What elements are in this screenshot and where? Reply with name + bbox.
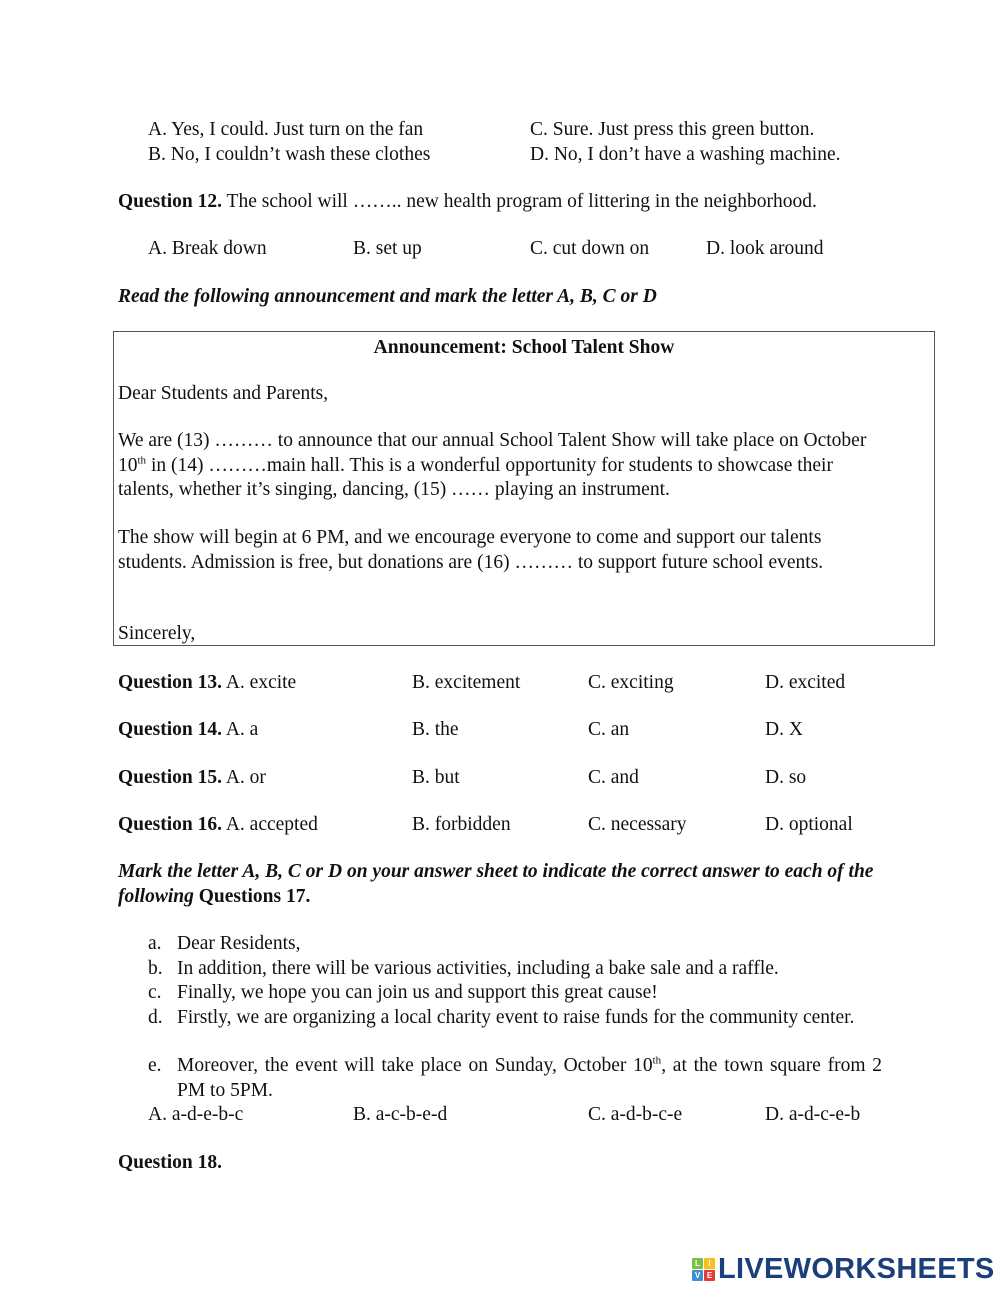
question-15 — [118, 766, 266, 790]
q16-option-c[interactable]: C. necessary — [588, 814, 687, 835]
logo-tile-v: V — [692, 1270, 703, 1281]
q11-option-d[interactable]: D. No, I don’t have a washing machine. — [530, 144, 841, 165]
q15-option-a[interactable]: A. or — [225, 767, 266, 788]
q13-option-d[interactable]: D. excited — [765, 672, 846, 693]
q11-option-c[interactable]: C. Sure. Just press this green button. — [530, 119, 815, 140]
question-14 — [118, 718, 258, 742]
q12-option-c[interactable]: C. cut down on — [530, 238, 650, 259]
q16-option-b[interactable]: B. forbidden — [412, 814, 511, 835]
paragraph-1-text-a: We are (13) ……… to announce that our annual School Talent Show will take place on October 10 — [118, 430, 867, 476]
question-12-text: The school will …….. new health program of littering in the neighborhood. — [222, 191, 817, 212]
question-14-label: Question 14. — [118, 719, 223, 740]
q14-option-a[interactable]: A. a — [225, 719, 259, 740]
question-16-label: Question 16. — [118, 814, 223, 835]
logo-tile-i: I — [704, 1258, 715, 1269]
question-13-label: Question 13. — [118, 672, 223, 693]
reading-instruction: Read the following announcement and mark the letter A, B, C or D — [118, 286, 657, 307]
question-15-label: Question 15. — [118, 767, 223, 788]
paragraph-1-text-b: in (14) ………main hall. This is a wonderful opportunity for students to showcase their talents, whether it’s singing, dancing, (15) …… playing an instrument. — [118, 454, 833, 500]
q17-instruction — [118, 860, 888, 909]
q13-option-c[interactable]: C. exciting — [588, 672, 674, 693]
q12-option-b[interactable]: B. set up — [353, 238, 422, 259]
q17-item-b-text: In addition, there will be various activities, including a bake sale and a raffle. — [177, 958, 779, 979]
announcement-paragraph-1 — [118, 429, 888, 503]
q17-item-e-text — [177, 1054, 882, 1103]
q17-item-d-letter: d. — [148, 1007, 163, 1028]
q12-option-d[interactable]: D. look around — [706, 238, 824, 259]
announcement-box — [113, 331, 935, 646]
superscript-th: th — [137, 454, 147, 466]
question-18-label: Question 18. — [118, 1152, 223, 1173]
q17-option-d[interactable]: D. a-d-c-e-b — [765, 1104, 861, 1125]
superscript-th: th — [652, 1054, 662, 1067]
announcement-title: Announcement: School Talent Show — [373, 337, 675, 358]
q14-option-c[interactable]: C. an — [588, 719, 630, 740]
announcement-closing: Sincerely, — [118, 623, 196, 644]
q17-item-a-text: Dear Residents, — [177, 933, 301, 954]
q17-option-b[interactable]: B. a-c-b-e-d — [353, 1104, 448, 1125]
announcement-greeting: Dear Students and Parents, — [118, 383, 329, 404]
logo-text: LIVEWORKSHEETS — [718, 1253, 995, 1285]
item-e-text-b: , at the town square from 2 PM to 5PM. — [177, 1055, 882, 1101]
q17-item-b-letter: b. — [148, 958, 163, 979]
q17-item-c-text: Finally, we hope you can join us and support this great cause! — [177, 982, 658, 1003]
q14-option-b[interactable]: B. the — [412, 719, 459, 740]
q17-option-a[interactable]: A. a-d-e-b-c — [148, 1104, 244, 1125]
question-13 — [118, 671, 296, 695]
q13-option-b[interactable]: B. excitement — [412, 672, 521, 693]
q11-option-b[interactable]: B. No, I couldn’t wash these clothes — [148, 144, 431, 165]
q15-option-d[interactable]: D. so — [765, 767, 807, 788]
q17-item-c-letter: c. — [148, 982, 162, 1003]
q17-option-c[interactable]: C. a-d-b-c-e — [588, 1104, 683, 1125]
logo-tiles-icon — [692, 1258, 715, 1281]
liveworksheets-logo[interactable] — [692, 1253, 995, 1285]
q15-option-c[interactable]: C. and — [588, 767, 639, 788]
item-e-text-a: Moreover, the event will take place on Sunday, October 10 — [177, 1055, 653, 1076]
q16-option-d[interactable]: D. optional — [765, 814, 853, 835]
announcement-paragraph-2: The show will begin at 6 PM, and we encourage everyone to come and support our talents students. Admission is free, but donations are (16) ……… to support future school events. — [118, 527, 824, 573]
q15-option-b[interactable]: B. but — [412, 767, 460, 788]
q11-option-a[interactable]: A. Yes, I could. Just turn on the fan — [148, 119, 424, 140]
question-12 — [118, 190, 817, 214]
q17-item-a-letter: a. — [148, 933, 162, 954]
question-12-label: Question 12. — [118, 191, 223, 212]
q12-option-a[interactable]: A. Break down — [148, 238, 267, 259]
q17-instruction-bold: Questions 17. — [193, 885, 311, 907]
q17-item-e-letter: e. — [148, 1055, 162, 1076]
logo-tile-e: E — [704, 1270, 715, 1281]
logo-tile-l: L — [692, 1258, 703, 1269]
q17-instruction-italic: Mark the letter A, B, C or D on your answer sheet to indicate the correct answer to each of the following — [118, 861, 874, 907]
q16-option-a[interactable]: A. accepted — [225, 814, 318, 835]
q17-item-d-text: Firstly, we are organizing a local charity event to raise funds for the community center. — [177, 1007, 855, 1028]
question-16 — [118, 813, 318, 837]
q13-option-a[interactable]: A. excite — [225, 672, 297, 693]
q14-option-d[interactable]: D. X — [765, 719, 803, 740]
